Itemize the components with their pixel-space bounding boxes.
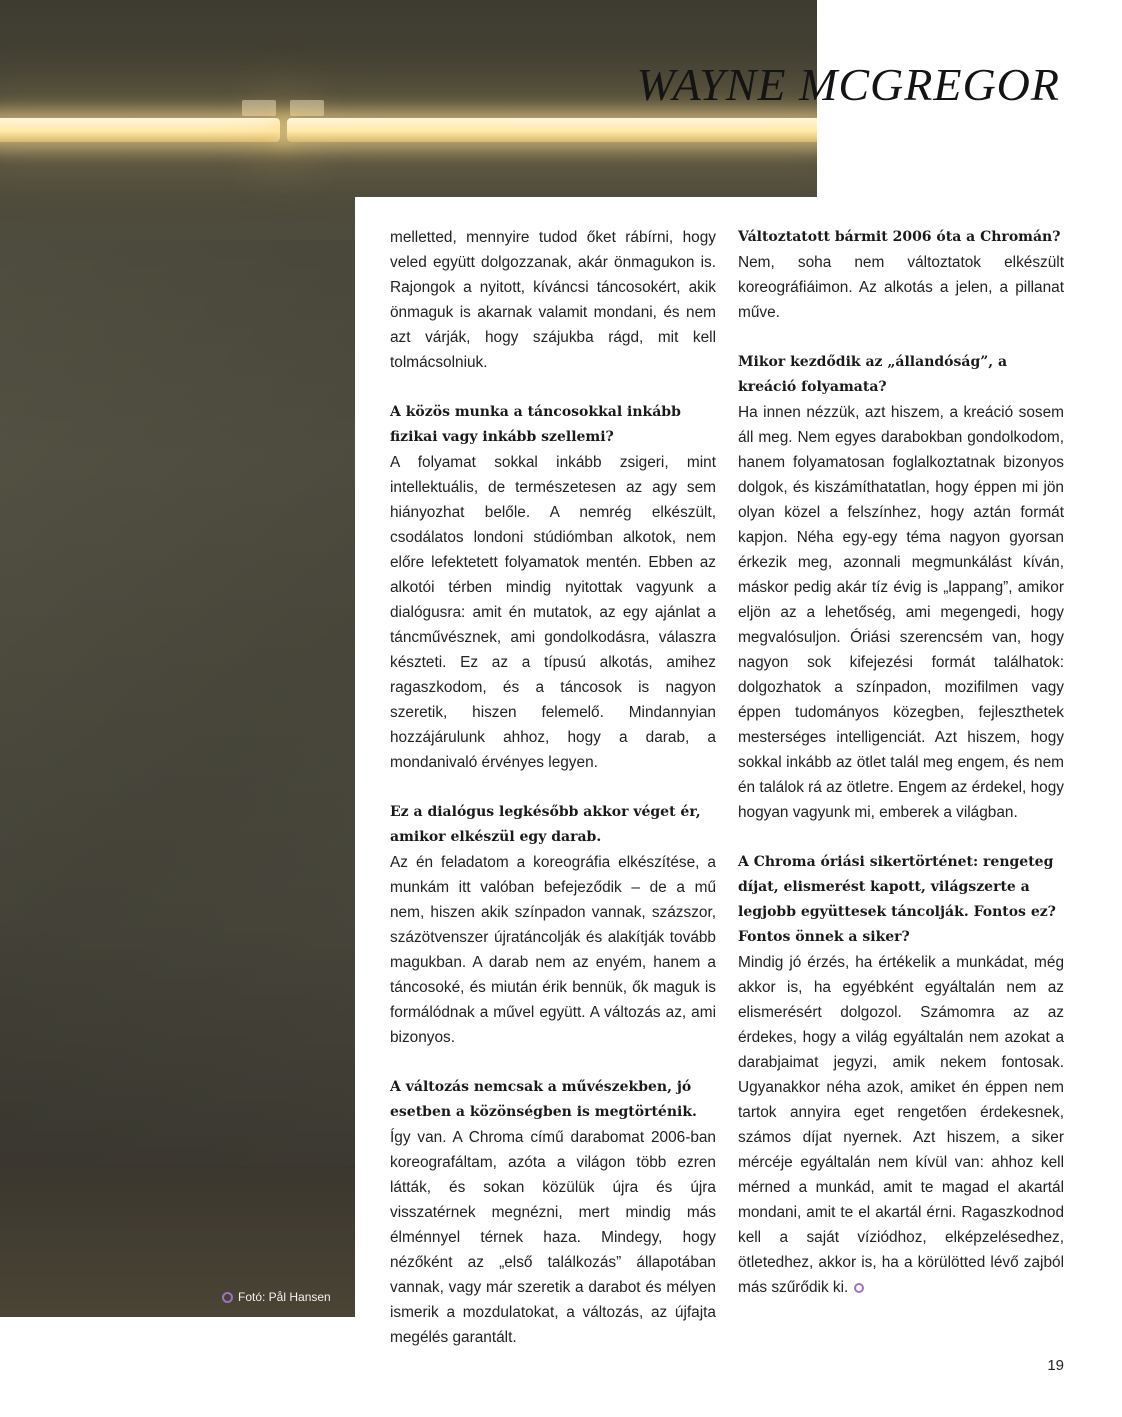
photo-credit-text: Fotó: Pål Hansen — [238, 1290, 331, 1304]
photo-credit — [222, 1290, 331, 1304]
answer-paragraph: Nem, soha nem változtatok elkészült koreográfiáimon. Az alkotás a jelen, a pillanat műve. — [738, 254, 1064, 321]
answer-paragraph: Ha innen nézzük, azt hiszem, a kreáció sosem áll meg. Nem egyes darabokban gondolkodom, hanem folyamatosan foglalkoztatnak bizonyos dolgok, és kiszámíthatatlan, hogy éppen mi jön olyan közel a felszínhez, hogy aztán formát kapjon. Néha egy-egy téma nagyon gyorsan érkezik meg, azonnali megmunkálást kíván, máskor pedig akár tíz évig is „lappang”, amikor eljön az a lehetőség, ami megengedi, hogy megvalósuljon. Óriási szerencsém van, hogy nagyon sok kifejezési formát találhatok: dolgozhatok a színpadon, mozifilmen vagy éppen tudományos közegben, fejleszthetek mesterséges intelligenciát. Azt hiszem, hogy sokkal inkább az ötlet talál meg engem, és nem én találok rá az ötletre. Engem az érdekel, hogy hogyan vagyunk mi, emberek a világban. — [738, 404, 1064, 821]
paragraph-gap — [390, 775, 716, 800]
text-column-right — [738, 225, 1064, 1300]
wall-shadow — [0, 240, 360, 1220]
end-mark-icon — [854, 1283, 864, 1293]
paragraph-gap — [390, 375, 716, 400]
page-number: 19 — [1047, 1357, 1064, 1374]
question-heading: A Chroma óriási sikertörténet: rengeteg díjat, elismerést kapott, világszerte a legjobb együttesek táncolják. Fontos ez? Fontos önnek a siker? — [738, 854, 1056, 945]
article-title: WAYNE MCGREGOR — [636, 59, 1060, 110]
answer-paragraph: A folyamat sokkal inkább zsigeri, mint intellektuális, de természetesen az agy sem hiányozhat belőle. A nemrég elkészült, csodálatos londoni stúdiómban alkotok, nem előre lefektetett folyamatok mentén. Ebben az alkotói térben mindig nyitottak vagyunk a dialógusra: amit én mutatok, az egy ajánlat a táncművésznek, ami gondolkodásra, válaszra készteti. Ez az a típusú alkotás, amihez ragaszkodom, és a táncosok is nagyon szeretik, hiszen felemelő. Mindannyian hozzájárulunk ahhoz, hogy a darab, a mondanivaló érvényes legyen. — [390, 454, 716, 771]
paragraph-gap — [738, 325, 1064, 350]
ceiling-bracket — [290, 100, 324, 116]
ceiling-light — [0, 118, 280, 142]
question-heading: Mikor kezdődik az „állandóság”, a kreáció folyamata? — [738, 354, 1008, 395]
ceiling-bracket — [242, 100, 276, 116]
answer-paragraph: melletted, mennyire tudod őket rábírni, hogy veled együtt dolgozzanak, akár önmagukon is. Rajongok a nyitott, kíváncsi táncosokért, akik önmaguk is akarnak valamit mondani, és nem azt várják, hogy szájukba rágd, mit kell tolmácsolniuk. — [390, 229, 716, 371]
question-heading: Változtatott bármit 2006 óta a Chromán? — [738, 229, 1061, 245]
circle-bullet-icon — [222, 1292, 233, 1303]
paragraph-gap — [390, 1050, 716, 1075]
answer-paragraph: Így van. A Chroma című darabomat 2006-ban koreografáltam, azóta a világon több ezren látták, és sokan közülük újra és újra visszatérnek megnézni, mert mindig más élménnyel térnek haza. Mindegy, hogy nézőként az „első találkozás” állapotában vannak, vagy már szeretik a darabot és mélyen ismerik a mozdulatokat, a változás, az újfajta megélés garantált. — [390, 1129, 716, 1346]
question-heading: A közös munka a táncosokkal inkább fizikai vagy inkább szellemi? — [390, 404, 681, 445]
answer-paragraph: Mindig jó érzés, ha értékelik a munkádat, még akkor is, ha egyébként egyáltalán nem az elismerésért dolgozol. Számomra az az érdekes, hogy a világ egyáltalán nem azokat a darabjaimat jegyzi, amik nekem fontosak. Ugyanakkor néha azok, amiket én éppen nem tartok annyira eget rengetően érdekesnek, számos díjat nyernek. Azt hiszem, a siker mércéje egyáltalán nem kívül van: ahhoz kell mérned a munkád, amit te magad el akartál mondani, amit te el akartál érni. Ragaszkodnod kell a saját víziódhoz, elképzelésedhez, ötletedhez, akkor is, ha a körülötted lévő zajból más szűrődik ki. — [738, 954, 1064, 1296]
text-column-left — [390, 225, 716, 1350]
paragraph-gap — [738, 825, 1064, 850]
question-heading: Ez a dialógus legkésőbb akkor véget ér, amikor elkészül egy darab. — [390, 804, 701, 845]
ceiling-light — [287, 118, 817, 142]
answer-paragraph: Az én feladatom a koreográfia elkészítése, a munkám itt valóban befejeződik – de a mű nem, hiszen akik színpadon vannak, százszor, százötvenszer újratáncolják és alakítják tovább magukban. A darab nem az enyém, hanem a táncosoké, és miután érik bennük, ők maguk is formálódnak a művel együtt. A változás az, ami bizonyos. — [390, 854, 716, 1046]
question-heading: A változás nemcsak a művészekben, jó esetben a közönségben is megtörténik. — [390, 1079, 697, 1120]
